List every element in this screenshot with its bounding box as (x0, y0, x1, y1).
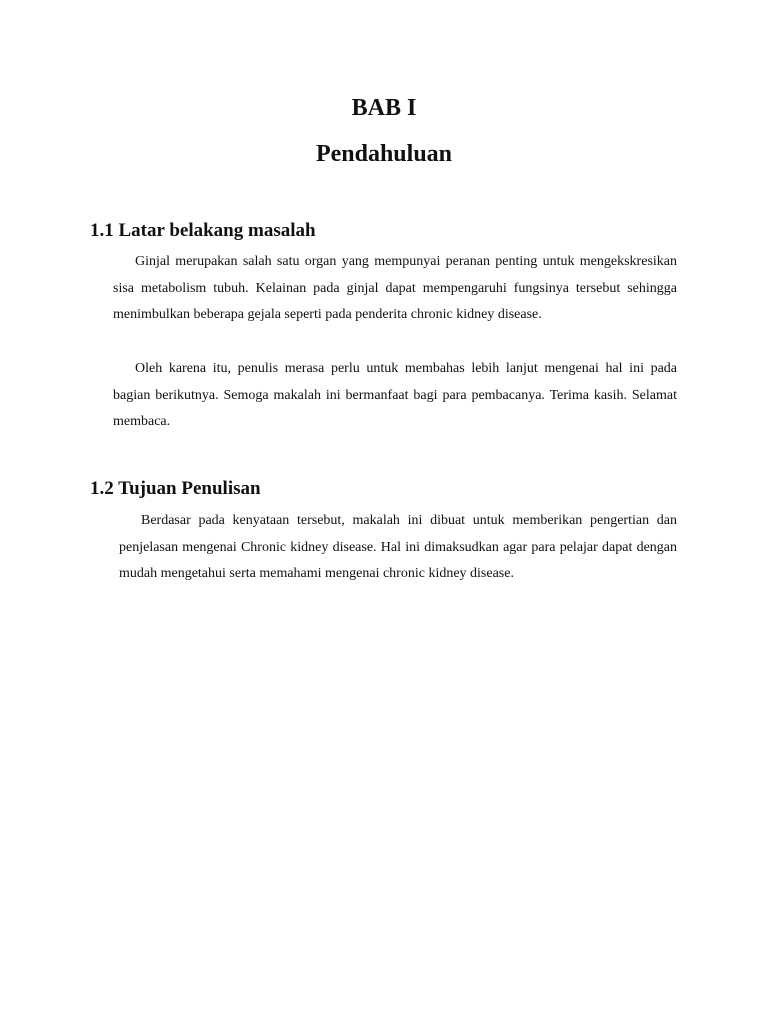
chapter-title: Pendahuluan (315, 141, 453, 167)
paragraph-background-2: Oleh karena itu, penulis merasa perlu untuk membahas lebih lanjut mengenai hal ini pada bagian berikutnya. Semoga makalah ini bermanfaat bagi para pembacanya. Terima kasih. Selamat membaca. (113, 361, 677, 430)
paragraph-purpose: Berdasar pada kenyataan tersebut, makalah ini dibuat untuk memberikan pengertian dan penjelasan mengenai Chronic kidney disease. Hal ini dimaksudkan agar para pelajar dapat dengan mudah mengetahui serta memahami mengenai chronic kidney disease. (119, 513, 677, 582)
section-heading-background: 1.1 Latar belakang masalah (90, 220, 316, 241)
chapter-label: BAB I (351, 95, 417, 121)
paragraph-background-1: Ginjal merupakan salah satu organ yang mempunyai peranan penting untuk mengekskresikan sisa metabolism tubuh. Kelainan pada ginjal dapat mempengaruhi fungsinya tersebut sehingga menimbulkan beberapa gejala seperti pada penderita chronic kidney disease. (113, 254, 677, 323)
section-heading-purpose: 1.2 Tujuan Penulisan (90, 478, 261, 499)
